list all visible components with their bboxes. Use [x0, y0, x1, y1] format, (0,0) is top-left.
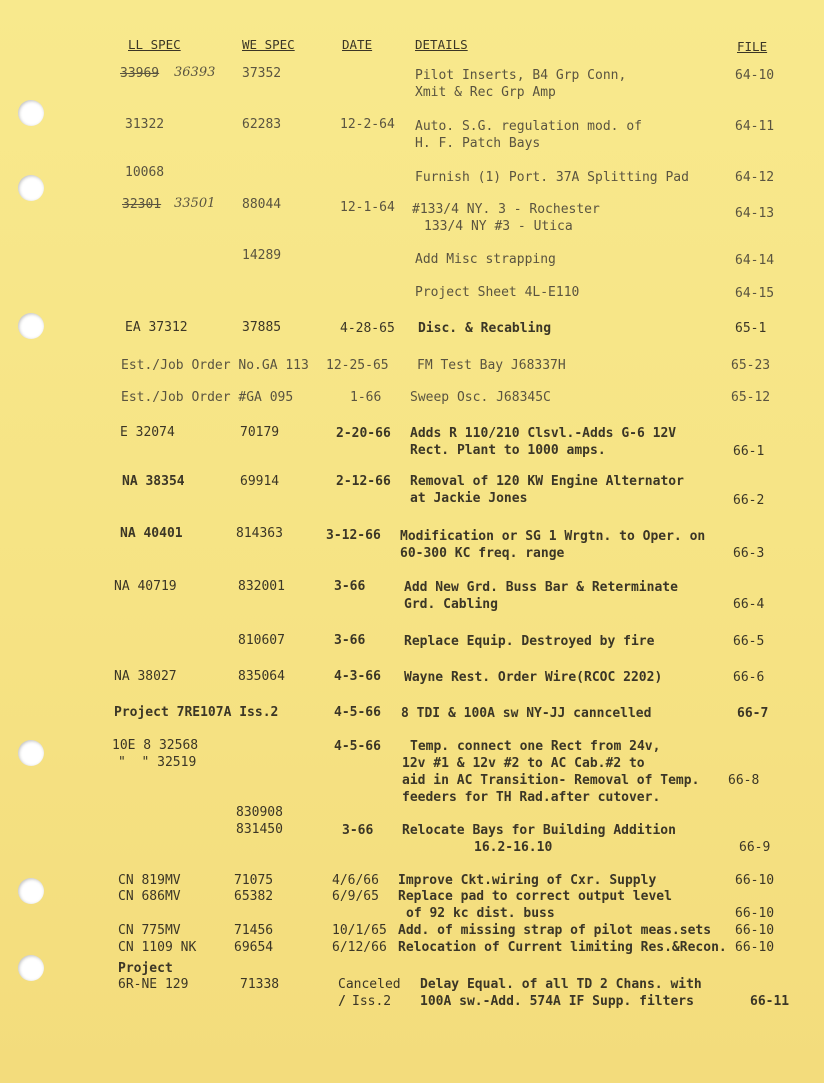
details-line: Temp. connect one Rect from 24v,: [410, 739, 661, 754]
file-number: 66-6: [733, 670, 765, 685]
punch-hole: [18, 100, 44, 126]
date: Canceled: [338, 977, 401, 992]
date: 4-5-66: [334, 705, 381, 720]
we-spec: 69654: [234, 940, 274, 955]
ll-spec: NA 40719: [114, 579, 177, 594]
file-number: 66-1: [733, 444, 765, 459]
file-number: 66-3: [733, 546, 765, 561]
header-details: DETAILS: [415, 37, 468, 52]
we-spec: 810607: [238, 633, 285, 648]
we-spec: 14289: [242, 248, 282, 263]
details-line: Pilot Inserts, B4 Grp Conn,: [415, 68, 627, 83]
punch-hole: [18, 313, 44, 339]
date-line2: Iss.2: [352, 994, 392, 1009]
details-line: 60-300 KC freq. range: [400, 546, 565, 561]
file-number: 64-15: [735, 286, 775, 301]
we-spec: 65382: [234, 889, 274, 904]
file-number: 64-10: [735, 68, 775, 83]
ll-spec: NA 38027: [114, 669, 177, 684]
date: 4-28-65: [340, 321, 395, 336]
file-number: 65-12: [731, 390, 771, 405]
date: 12-2-64: [340, 117, 395, 132]
punch-hole: [18, 740, 44, 766]
ll-spec: E 32074: [120, 425, 175, 440]
details-line: Add Misc strapping: [415, 252, 556, 267]
ll-spec: Project 7RE107A Iss.2: [114, 705, 279, 720]
file-number: 66-8: [728, 773, 760, 788]
details-line: Auto. S.G. regulation mod. of: [415, 119, 642, 134]
details-line: Modification or SG 1 Wrgtn. to Oper. on: [400, 529, 706, 544]
details-line: 133/4 NY #3 - Utica: [424, 219, 573, 234]
details-line: Improve Ckt.wiring of Cxr. Supply: [398, 873, 657, 888]
ll-spec: CN 1109 NK: [118, 940, 197, 955]
we-spec: 88044: [242, 197, 282, 212]
ll-spec: Est./Job Order #GA 095: [121, 390, 294, 405]
details-line: Disc. & Recabling: [418, 321, 552, 336]
ll-spec-line2: 6R-NE 129: [118, 977, 189, 992]
file-number: 66-5: [733, 634, 765, 649]
we-spec: 70179: [240, 425, 280, 440]
file-number: 64-12: [735, 170, 775, 185]
details-line: FM Test Bay J68337H: [417, 358, 566, 373]
file-number: 65-23: [731, 358, 771, 373]
file-number: 66-11: [750, 994, 790, 1009]
ll-spec: CN 775MV: [118, 923, 181, 938]
details-line: Replace Equip. Destroyed by fire: [404, 634, 655, 649]
details-line: 12v #1 & 12v #2 to AC Cab.#2 to: [402, 756, 645, 771]
details-line: Rect. Plant to 1000 amps.: [410, 443, 606, 458]
we-spec: 37352: [242, 66, 282, 81]
ll-spec: Est./Job Order No.GA 113: [121, 358, 309, 373]
details-line: aid in AC Transition- Removal of Temp.: [402, 773, 700, 788]
header-we-spec: WE SPEC: [242, 37, 295, 52]
details-line: #133/4 NY. 3 - Rochester: [412, 202, 600, 217]
details-line: 100A sw.-Add. 574A IF Supp. filters: [420, 994, 694, 1009]
ll-spec: NA 38354: [122, 474, 185, 489]
date: 2-20-66: [336, 426, 391, 441]
date: 12-1-64: [340, 200, 395, 215]
details-line: Relocate Bays for Building Addition: [402, 823, 676, 838]
details-line: at Jackie Jones: [410, 491, 528, 506]
file-number: 64-13: [735, 206, 775, 221]
file-number: 66-10: [735, 923, 775, 938]
ll-spec: CN 686MV: [118, 889, 181, 904]
file-number: 66-10: [735, 940, 775, 955]
details-line: Wayne Rest. Order Wire(RCOC 2202): [404, 670, 663, 685]
file-number: 66-7: [737, 706, 769, 721]
file-number: 66-10: [735, 873, 775, 888]
we-spec: 814363: [236, 526, 283, 541]
details-line: Relocation of Current limiting Res.&Recon.: [398, 940, 727, 955]
details-line: Grd. Cabling: [404, 597, 498, 612]
we-spec: 62283: [242, 117, 282, 132]
ll-spec: EA 37312: [125, 320, 188, 335]
date: 12-25-65: [326, 358, 389, 373]
details-line: Delay Equal. of all TD 2 Chans. with: [420, 977, 702, 992]
we-spec-line2: 831450: [236, 822, 283, 837]
punch-hole: [18, 175, 44, 201]
ll-spec: NA 40401: [120, 526, 183, 541]
date: 3-66: [334, 633, 366, 648]
punch-hole: [18, 955, 44, 981]
file-number: 65-1: [735, 321, 767, 336]
details-line: feeders for TH Rad.after cutover.: [402, 790, 661, 805]
details-line: Sweep Osc. J68345C: [410, 390, 551, 405]
ll-spec: 10068: [125, 165, 165, 180]
date: 3-66: [342, 823, 374, 838]
ll-spec-handwritten: 33501: [174, 196, 216, 211]
header-file: FILE: [737, 39, 768, 54]
file-number: 64-11: [735, 119, 775, 134]
ll-spec-handwritten: 36393: [174, 65, 216, 80]
details-line: Removal of 120 KW Engine Alternator: [410, 474, 684, 489]
header-date: DATE: [342, 37, 373, 52]
details-line: Adds R 110/210 Clsvl.-Adds G-6 12V: [410, 426, 677, 441]
date: 10/1/65: [332, 923, 387, 938]
details-line: 8 TDI & 100A sw NY-JJ canncelled: [401, 706, 652, 721]
details-line: H. F. Patch Bays: [415, 136, 541, 151]
date: 4-3-66: [334, 669, 381, 684]
date: 4/6/66: [332, 873, 379, 888]
date: 6/12/66: [332, 940, 387, 955]
file-number: 66-4: [733, 597, 765, 612]
ll-spec: 10E 8 32568: [112, 738, 199, 753]
ll-spec: 31322: [125, 117, 165, 132]
file-number: 66-10: [735, 906, 775, 921]
we-spec: 71456: [234, 923, 274, 938]
date: 3-66: [334, 579, 366, 594]
details-line: Furnish (1) Port. 37A Splitting Pad: [415, 170, 689, 185]
ll-spec: Project: [118, 961, 173, 976]
details-line: Add. of missing strap of pilot meas.sets: [398, 923, 712, 938]
we-spec: 832001: [238, 579, 285, 594]
details-line: Replace pad to correct output level: [398, 889, 672, 904]
details-line: 16.2-16.10: [474, 840, 553, 855]
punch-hole: [18, 878, 44, 904]
file-number: 66-2: [733, 493, 765, 508]
ll-spec-struck: 32301: [122, 197, 162, 212]
details-line: Xmit & Rec Grp Amp: [415, 85, 556, 100]
header-ll-spec: LL SPEC: [128, 37, 181, 52]
we-spec: 69914: [240, 474, 280, 489]
date: 6/9/65: [332, 889, 379, 904]
details-line: Add New Grd. Buss Bar & Reterminate: [404, 580, 678, 595]
we-spec: 835064: [238, 669, 285, 684]
ll-spec-line2: " " 32519: [118, 755, 197, 770]
we-spec: 830908: [236, 805, 283, 820]
date: 2-12-66: [336, 474, 391, 489]
date: 4-5-66: [334, 739, 381, 754]
ll-spec: CN 819MV: [118, 873, 181, 888]
details-line: of 92 kc dist. buss: [406, 906, 555, 921]
we-spec: 37885: [242, 320, 282, 335]
file-number: 66-9: [739, 840, 771, 855]
date: 3-12-66: [326, 528, 381, 543]
we-spec: 71075: [234, 873, 274, 888]
details-line: Project Sheet 4L-E110: [415, 285, 580, 300]
date: 1-66: [350, 390, 382, 405]
slash-mark: /: [338, 994, 346, 1009]
we-spec: 71338: [240, 977, 280, 992]
file-number: 64-14: [735, 253, 775, 268]
ll-spec-struck: 33969: [120, 66, 160, 81]
